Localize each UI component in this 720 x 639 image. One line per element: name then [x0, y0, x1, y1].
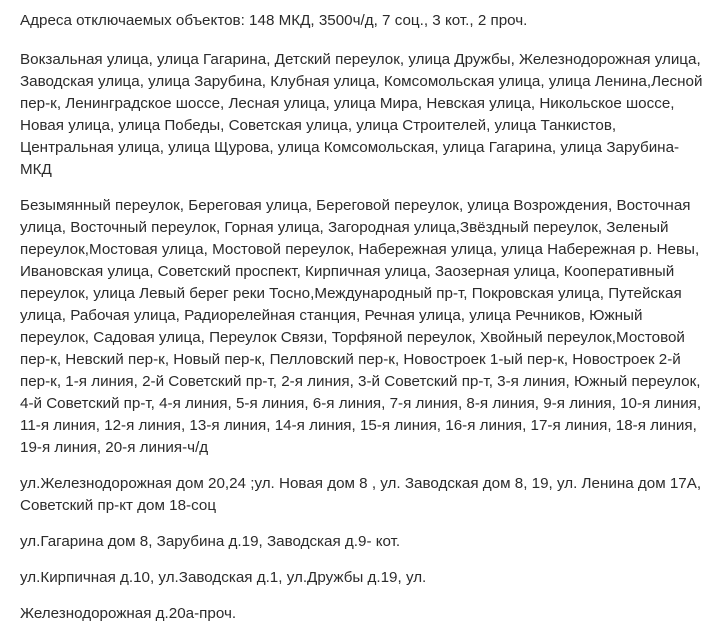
document-body	[20, 10, 710, 639]
summary-line: Адреса отключаемых объектов: 148 МКД, 3500ч/д, 7 соц., 3 кот., 2 проч.	[20, 12, 528, 29]
paragraph-mkd-streets: Вокзальная улица, улица Гагарина, Детский переулок, улица Дружбы, Железнодорожная улица, Заводская улица, улица Зарубина, Клубная улица, Комсомольская улица, улица Ленина,Лесной пер-к, Ленинградское шоссе, Лесная улица, улица Мира, Невская улица, Никольское шоссе, Новая улица, улица Победы, Советская улица, улица Строителей, улица Танкистов, Центральная улица, улица Щурова, улица Комсомольская, улица Гагарина, улица Зарубина-МКД	[20, 51, 703, 178]
paragraph-other-objects: ул.Кирпичная д.10, ул.Заводская д.1, ул.Дружбы д.19, ул.	[20, 569, 427, 586]
paragraph-social-objects: ул.Железнодорожная дом 20,24 ;ул. Новая дом 8 , ул. Заводская дом 8, 19, ул. Ленина дом 17А, Советский пр-кт дом 18-соц	[20, 475, 702, 514]
paragraph-boiler-houses: ул.Гагарина дом 8, Зарубина д.19, Заводская д.9- кот.	[20, 533, 401, 550]
paragraph-private-houses-streets: Безымянный переулок, Береговая улица, Береговой переулок, улица Возрождения, Восточная улица, Восточный переулок, Горная улица, Загородная улица,Звёздный переулок, Зеленый переулок,Мостовая улица, Мостовой переулок, Набережная улица, улица Набережная р. Невы, Ивановская улица, Советский проспект, Кирпичная улица, Заозерная улица, Кооперативный переулок, улица Левый берег реки Тосно,Международный пр-т, Покровская улица, Путейская улица, Рабочая улица, Радиорелейная станция, Речная улица, улица Речников, Южный переулок, Садовая улица, Переулок Связи, Торфяной переулок, Хвойный переулок,Мостовой пер-к, Невский пер-к, Новый пер-к, Пелловский пер-к, Новостроек 1-ый пер-к, Новостроек 2-й пер-к, 1-я линия, 2-й Советский пр-т, 2-я линия, 3-й Советский пр-т, 3-я линия, Южный переулок, 4-й Советский пр-т, 4-я линия, 5-я линия, 6-я линия, 7-я линия, 8-я линия, 9-я линия, 10-я линия, 11-я линия, 12-я линия, 13-я линия, 14-я линия, 15-я линия, 16-я линия, 17-я линия, 18-я линия, 19-я линия, 20-я линия-ч/д	[20, 197, 702, 456]
paragraph-other-objects-continued: Железнодорожная д.20а-проч.	[20, 605, 237, 622]
